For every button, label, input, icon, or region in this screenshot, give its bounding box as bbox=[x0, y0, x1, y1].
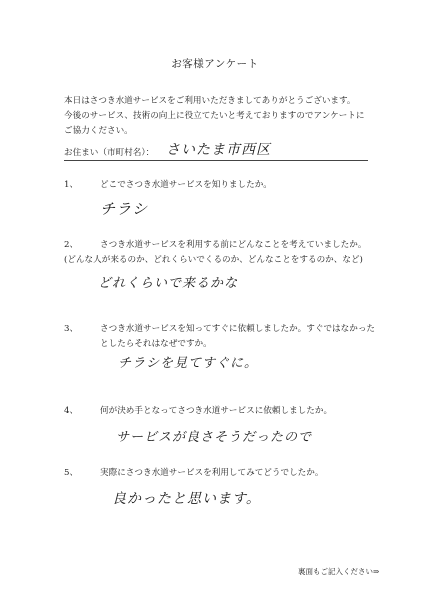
question-number: 1、 bbox=[64, 180, 79, 190]
question-text: どこでさつき水道サービスを知りましたか。 bbox=[100, 180, 272, 190]
intro-line: 今後のサービス、技術の向上に役立てたいと考えておりますのでアンケートに bbox=[64, 111, 365, 121]
intro-text bbox=[64, 94, 394, 139]
question-subtext: としたらそれはなぜですか。 bbox=[100, 339, 212, 349]
question-text: 実際にさつき水道サービスを利用してみてどうでしたか。 bbox=[100, 468, 324, 478]
answer-5: 良かったと思います。 bbox=[112, 491, 261, 507]
answer-3: チラシを見てすぐに。 bbox=[118, 356, 259, 371]
intro-line: 本日はさつき水道サービスをご利用いただきましてありがとうございます。 bbox=[64, 96, 356, 106]
question-text: さつき水道サービスを知ってすぐに依頼しましたか。すぐではなかった bbox=[100, 324, 376, 334]
footer-note: 裏面もご記入ください⇒ bbox=[298, 567, 380, 576]
address-answer: さいたま市西区 bbox=[166, 142, 271, 158]
answer-4: サービスが良さそうだったので bbox=[116, 430, 313, 445]
question-number: 3、 bbox=[64, 324, 79, 334]
question-number: 4、 bbox=[64, 406, 79, 416]
question-text: さつき水道サービスを利用する前にどんなことを考えていましたか。 bbox=[100, 240, 367, 250]
page-title: お客様アンケート bbox=[171, 58, 259, 70]
question-text: 何が決め手となってさつき水道サービスに依頼しましたか。 bbox=[100, 406, 333, 416]
question-number: 2、 bbox=[64, 240, 79, 250]
question-subtext: (どんな人が来るのか、どれくらいでくるのか、どんなことをするのか、など) bbox=[64, 255, 363, 265]
intro-line: ご協力ください。 bbox=[64, 126, 133, 136]
answer-1: チラシ bbox=[100, 200, 149, 218]
address-label: お住まい（市町村名）： bbox=[64, 148, 155, 158]
question-number: 5、 bbox=[64, 468, 79, 478]
address-underline bbox=[64, 160, 368, 161]
answer-2: どれくらいで来るかな bbox=[98, 276, 239, 291]
